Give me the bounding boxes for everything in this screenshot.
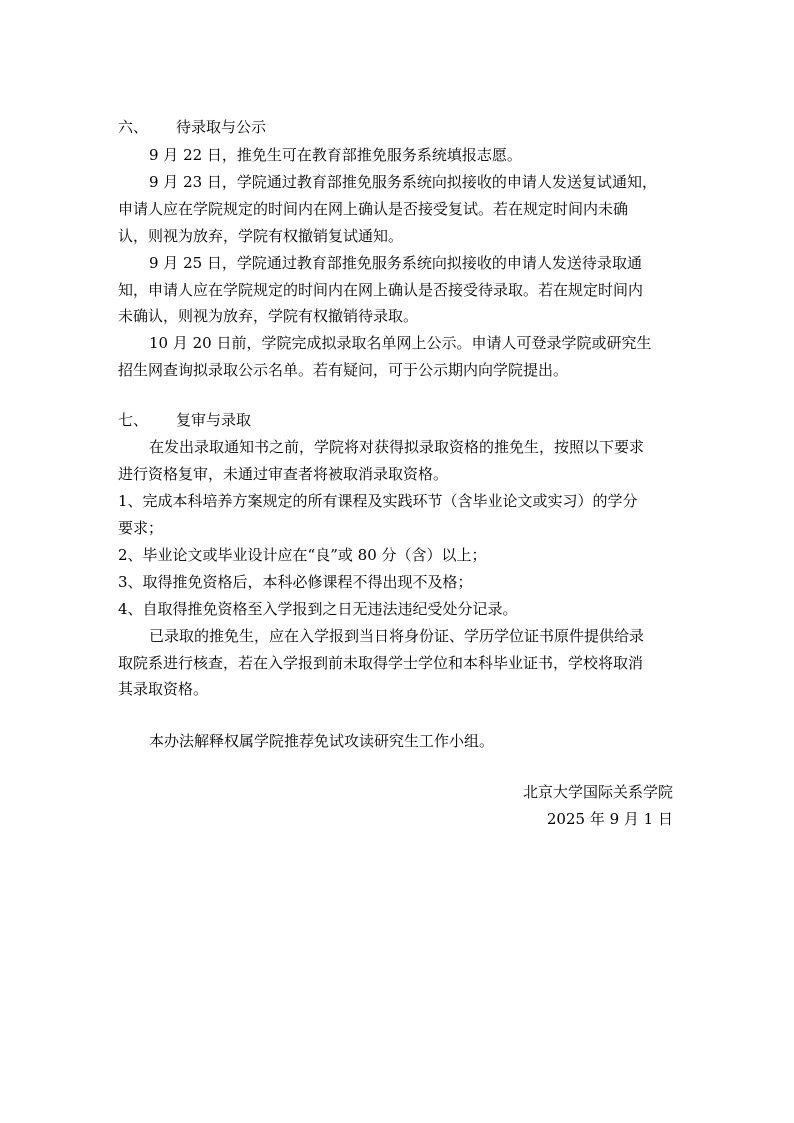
section-6-paragraph-line: 9 月 25 日，学院通过教育部推免服务系统向拟接收的申请人发送待录取通 <box>149 254 642 272</box>
section-7-paragraph-line: 已录取的推免生，应在入学报到当日将身份证、学历学位证书原件提供给录 <box>149 627 645 645</box>
section-7-paragraph-line: 取院系进行核查，若在入学报到前未取得学士学位和本科毕业证书，学校将取消 <box>118 654 644 672</box>
section-7-list-item: 4、自取得推免资格至入学报到之日无违法违纪受处分记录。 <box>118 600 518 618</box>
section-6-paragraph-line: 知，申请人应在学院规定的时间内在网上确认是否接受待录取。若在规定时间内 <box>118 281 644 299</box>
section-6-paragraph-line: 10 月 20 日前，学院完成拟录取名单网上公示。申请人可登录学院或研究生 <box>149 334 652 352</box>
section-6-paragraph-line: 未确认，则视为放弃，学院有权撤销待录取。 <box>118 307 419 325</box>
signing-date: 2025 年 9 月 1 日 <box>546 810 673 828</box>
signing-organization: 北京大学国际关系学院 <box>522 783 673 801</box>
section-7-list-item-continued: 要求； <box>118 519 164 537</box>
section-6-paragraph-line: 认，则视为放弃，学院有权撤销复试通知。 <box>118 227 404 245</box>
section-7-list-item: 1、完成本科培养方案规定的所有课程及实践环节（含毕业论文或实习）的学分 <box>118 492 638 510</box>
closing-statement: 本办法解释权属学院推荐免试攻读研究生工作小组。 <box>149 732 495 750</box>
section-6-title: 待录取与公示 <box>176 118 267 136</box>
section-7-paragraph-line: 其录取资格。 <box>118 680 209 698</box>
section-6-paragraph-line: 申请人应在学院规定的时间内在网上确认是否接受复试。若在规定时间内未确 <box>118 200 629 218</box>
section-7-number: 七、 <box>118 411 149 429</box>
section-7-paragraph-line: 进行资格复审，未通过审查者将被取消录取资格。 <box>118 465 449 483</box>
section-6-paragraph-line: 招生网查询拟录取公示名单。若有疑问，可于公示期内向学院提出。 <box>118 361 569 379</box>
section-7-paragraph-line: 在发出录取通知书之前，学院将对获得拟录取资格的推免生，按照以下要求 <box>149 438 645 456</box>
section-7-list-item: 2、毕业论文或毕业设计应在“良”或 80 分（含）以上； <box>118 546 487 564</box>
section-7-list-item: 3、取得推免资格后，本科必修课程不得出现不及格； <box>118 573 473 591</box>
section-6-paragraph-line: 9 月 22 日，推免生可在教育部推免服务系统填报志愿。 <box>149 146 522 164</box>
section-7-heading <box>118 410 251 430</box>
section-7-title: 复审与录取 <box>176 411 252 429</box>
section-6-paragraph-line: 9 月 23 日，学院通过教育部推免服务系统向拟接收的申请人发送复试通知， <box>149 173 657 191</box>
section-6-number: 六、 <box>118 118 149 136</box>
section-6-heading <box>118 117 266 137</box>
